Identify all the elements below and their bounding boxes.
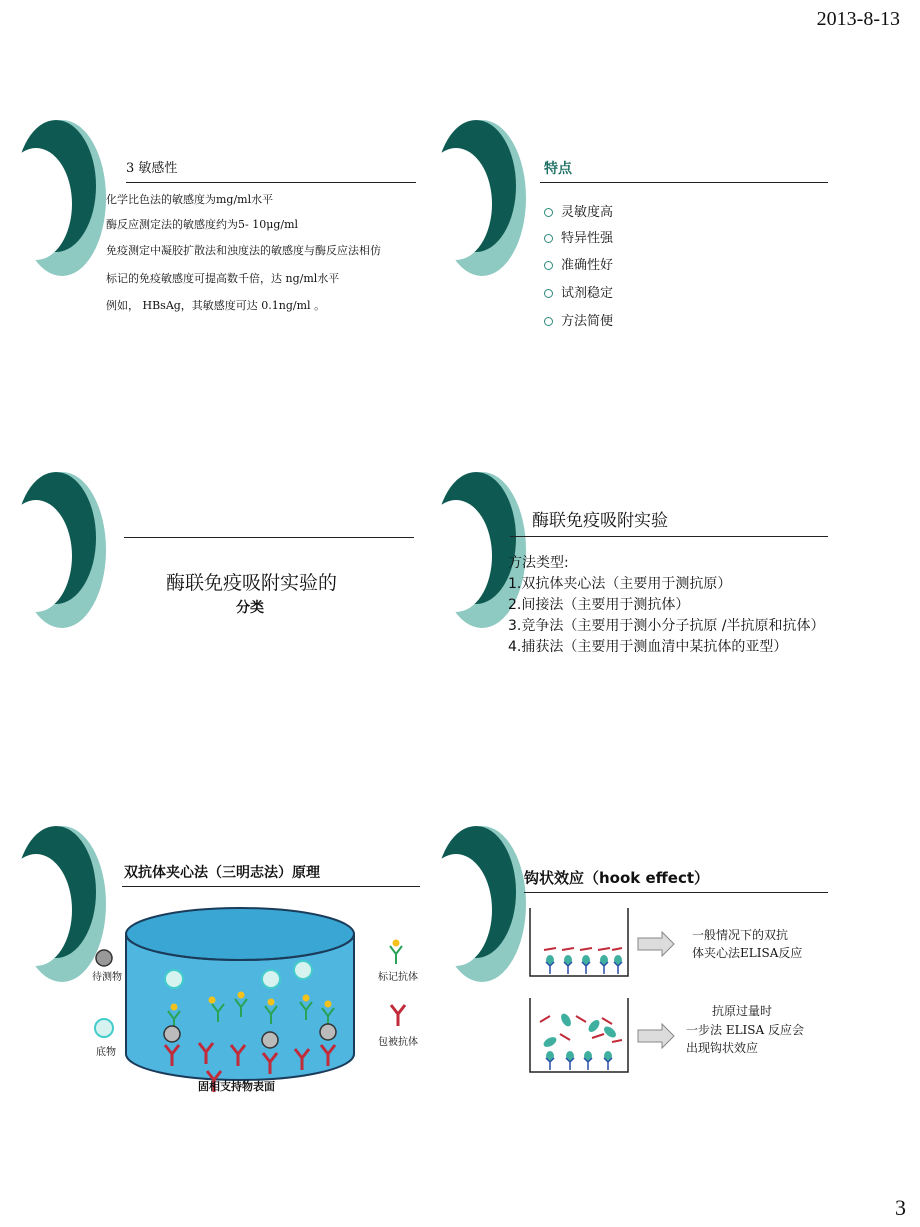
title-rule [124,537,414,538]
page-number: 3 [895,1195,906,1220]
bullet-circle-icon [544,289,553,298]
legend-labeled-antibody-label: 标记抗体 [378,972,418,983]
title-rule [540,182,828,183]
bullet-circle-icon [544,208,553,217]
note-normal-line1: 一般情况下的双抗 [692,928,789,942]
text-line: 免疫测定中凝胶扩散法和浊度法的敏感度与酶反应法相仿 [106,244,381,257]
note-normal-line2: 体夹心法ELISA反应 [692,946,803,960]
bullet-item: 灵敏度高 [544,201,613,220]
slide-title: 特点 [544,161,572,177]
slide-title-sub: 分类 [236,600,264,616]
slide-classification [66,480,416,650]
legend-substrate-label: 底物 [96,1047,116,1058]
text-line: 方法类型: [508,555,569,571]
slide-decor-arc [486,128,546,278]
note-excess-line1: 抗原过量时 [712,1004,773,1018]
slide-hook-effect [486,834,846,1094]
bullet-item: 方法简便 [544,310,613,329]
legend-coated-antibody-label: 包被抗体 [378,1037,418,1048]
text-line: 例如， HBsAg，其敏感度可达 0.1ng/ml 。 [106,299,326,312]
bullet-circle-icon [544,234,553,243]
title-rule [122,886,420,887]
slide-features [486,128,846,338]
title-rule [524,892,828,893]
note-excess-line2: 一步法 ELISA 反应会 [686,1023,804,1037]
text-line: 标记的免疫敏感度可提高数千倍，达 ng/ml水平 [106,272,340,285]
slide-title: 3 敏感性 [126,161,178,176]
slide-elisa-methods [486,480,866,670]
slide-sensitivity [66,128,416,312]
slide-sandwich-principle [66,834,426,1104]
bullet-item: 试剂稳定 [544,282,613,301]
page-date: 2013-8-13 [816,8,900,30]
slide-title: 酶联免疫吸附实验的 [166,572,338,594]
text-line: 2.间接法（主要用于测抗体） [508,597,690,613]
bullet-item: 准确性好 [544,254,613,273]
title-rule [126,182,416,183]
bullet-circle-icon [544,317,553,326]
text-line: 4.捕获法（主要用于测血清中某抗体的亚型） [508,639,788,655]
surface-label: 固相支持物表面 [198,1080,275,1093]
title-rule [510,536,828,537]
legend-antigen-label: 待测物 [92,972,122,983]
slide-decor-arc [66,480,126,630]
bullet-item: 特异性强 [544,227,613,246]
text-line: 酶反应测定法的敏感度约为5- 10μg/ml [106,218,299,231]
slide-title: 钩状效应（hook effect） [524,869,710,887]
slide-title: 酶联免疫吸附实验 [532,511,668,531]
slide-title: 双抗体夹心法（三明志法）原理 [124,865,320,881]
note-excess-line3: 出现钩状效应 [686,1041,759,1055]
text-line: 3.竞争法（主要用于测小分子抗原 /半抗原和抗体） [508,618,825,634]
text-line: 1.双抗体夹心法（主要用于测抗原） [508,576,732,592]
bullet-circle-icon [544,261,553,270]
text-line: 化学比色法的敏感度为mg/ml水平 [106,193,274,206]
sandwich-elisa-diagram [66,894,426,1104]
